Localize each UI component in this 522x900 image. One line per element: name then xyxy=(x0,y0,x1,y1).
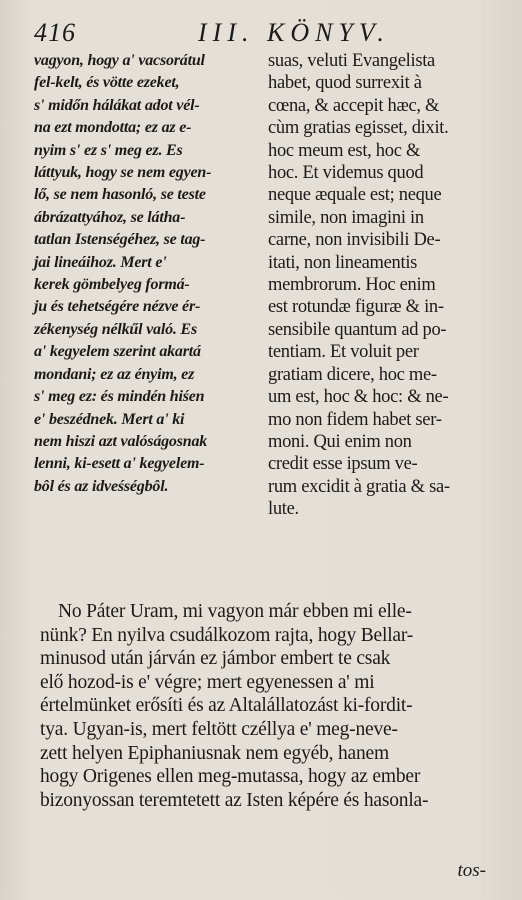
hungarian-line: vagyon, hogy a' vacsorátul xyxy=(34,52,205,69)
hungarian-line: nem hiszi azt valóságosnak xyxy=(34,432,208,450)
hungarian-line: lenni, ki-esett a' kegyelem- xyxy=(34,455,205,473)
latin-line: tentiam. Et voluit per xyxy=(268,342,419,363)
main-paragraph xyxy=(40,600,495,812)
hungarian-line: s' meg ez: és mindén hiśen xyxy=(34,388,205,406)
hungarian-line: e' beszédnek. Mert a' ki xyxy=(34,410,185,428)
latin-line: habet, quod surrexit à xyxy=(268,73,422,94)
latin-line: lute. xyxy=(268,499,299,520)
latin-line: cùm gratias egisset, dixit. xyxy=(268,118,449,139)
hungarian-line: bôl és az idveśségbôl. xyxy=(34,477,169,495)
paragraph-line: minusod után járván ez jámbor embert te csak xyxy=(40,648,391,670)
latin-line: neque æquale est; neque xyxy=(268,185,442,206)
paragraph-line: No Páter Uram, mi vagyon már ebben mi elle- xyxy=(58,601,412,622)
catchword: tos- xyxy=(457,860,486,881)
hungarian-line: lő, se nem hasonló, se teste xyxy=(34,186,206,204)
latin-line: sensibile quantum ad po- xyxy=(268,319,447,340)
latin-line: cœna, & accepit hæc, & xyxy=(268,95,440,116)
hungarian-line: jai lineáihoz. Mert e' xyxy=(34,253,167,271)
paragraph-line: elő hozod-is e' végre; mert egyenessen a' mi xyxy=(40,671,375,693)
latin-line: hoc meum est, hoc & xyxy=(268,140,421,161)
hungarian-line: ju és tehetségére nézve ér- xyxy=(34,298,201,316)
paragraph-line: nünk? En nyilva csudálkozom rajta, hogy Bellar- xyxy=(40,624,414,646)
latin-line: itati, non lineamentis xyxy=(268,252,418,273)
hungarian-line: na ezt mondotta; ez az e- xyxy=(34,119,192,137)
hungarian-line: nyim s' ez s' meg ez. Es xyxy=(34,141,183,159)
hungarian-line: fel-kelt, és vötte ezeket, xyxy=(34,74,180,92)
running-head: III. KÖNYV. xyxy=(198,18,390,47)
latin-line: mo non fidem habet ser- xyxy=(268,409,442,430)
hungarian-line: a' kegyelem szerint akartá xyxy=(34,343,201,361)
latin-line: simile, non imagini in xyxy=(268,207,424,228)
latin-line: rum excidit à gratia & sa- xyxy=(268,476,450,497)
latin-line: um est, hoc & hoc: & ne- xyxy=(268,387,449,408)
paragraph-line: tya. Ugyan-is, mert feltött czéllya e' meg-neve- xyxy=(40,718,398,740)
hungarian-line: láttyuk, hogy se nem egyen- xyxy=(34,164,212,182)
hungarian-line: mondani; ez az ényim, ez xyxy=(34,365,195,383)
latin-line: hoc. Et videmus quod xyxy=(268,163,424,184)
hungarian-line: s' midőn hálákat adot vél- xyxy=(34,96,200,114)
latin-line: est rotundæ figuræ & in- xyxy=(268,297,444,318)
latin-line: membrorum. Hoc enim xyxy=(268,275,436,296)
latin-line: gratiam dicere, hoc me- xyxy=(268,364,437,385)
latin-column xyxy=(268,50,498,521)
latin-line: moni. Qui enim non xyxy=(268,431,412,452)
latin-line: carne, non invisibili De- xyxy=(268,230,441,251)
paragraph-line: bizonyossan teremtetett az Isten képére és hasonla- xyxy=(40,789,429,811)
hungarian-line: tatlan Istenségéhez, se tag- xyxy=(34,231,206,249)
page-number: 416 xyxy=(34,18,76,47)
page-header xyxy=(30,18,492,48)
hungarian-column xyxy=(34,50,262,498)
paragraph-line: zett helyen Epiphaniusnak nem egyéb, hanem xyxy=(40,742,389,764)
latin-line: credit esse ipsum ve- xyxy=(268,454,418,475)
hungarian-line: zékenység nélkűl való. Es xyxy=(34,320,197,338)
paragraph-line: hogy Origenes ellen meg-mutassa, hogy az ember xyxy=(40,766,421,788)
hungarian-line: ábrázattyához, se látha- xyxy=(34,208,186,226)
latin-line: suas, veluti Evangelista xyxy=(268,51,435,71)
hungarian-line: kerek gömbelyeg formá- xyxy=(34,276,190,294)
paragraph-line: értelmünket erősíti és az Altalállatozást ki-fordit- xyxy=(40,695,413,717)
